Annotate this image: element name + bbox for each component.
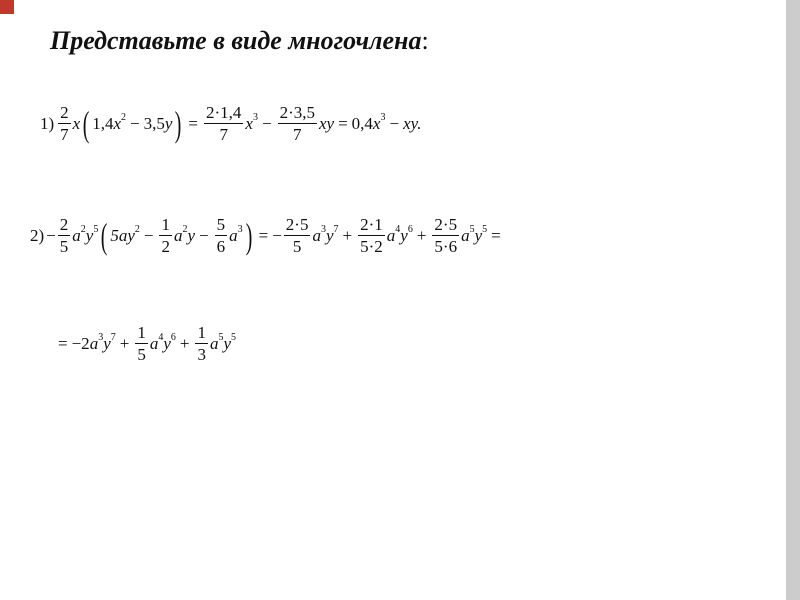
eq2-r2-a: a [386,226,396,245]
eq2-fraction-b-num: 1 [161,215,170,234]
eq2-open-paren: ( [101,215,108,256]
eq2-r2-y: y [400,226,408,245]
eq2-in1: 5ay [110,226,135,245]
eq3-f2-y-pow: 5 [231,331,237,343]
eq2-minus-4: − [272,226,282,245]
eq2-in2-a-pow: 2 [182,223,188,235]
eq2-r2-num: 2·1 [360,215,383,234]
eq1-minus: − [130,114,140,133]
eq2-r1-y-pow: 7 [333,223,339,235]
eq3-f2-a-pow: 5 [218,331,224,343]
slide-title-text: Представьте в виде многочлена [50,26,422,55]
eq3-fraction-2 [195,324,208,363]
eq1-fraction-b-num: 2·1,4 [206,103,242,122]
eq3-f1-den: 5 [137,345,146,364]
eq1-result-tail: xy. [403,114,422,133]
corner-accent-mark [0,0,14,14]
eq3-y-pow: 7 [110,331,116,343]
eq2-equals-end: = [491,226,501,245]
eq1-minus-3: − [389,114,400,133]
eq2-plus-2: + [416,226,427,245]
eq2-fraction-a-den: 5 [59,237,69,256]
eq1-term1-pow: 3 [252,111,258,123]
eq2-r3-a-pow: 5 [469,223,475,235]
eq2-result-frac-1 [284,216,311,255]
eq1-fraction-c [278,104,317,143]
eq2-a-pow: 2 [80,223,86,235]
eq3-plus-2: + [179,334,190,353]
eq1-fraction-c-num: 2·3,5 [279,103,315,122]
eq1-result-x: x [372,114,381,133]
eq3-coef: −2 [71,334,90,353]
eq1-inner-y: y [164,114,173,133]
eq2-r3-y-pow: 5 [482,223,488,235]
eq3-plus-1: + [119,334,130,353]
eq1-minus-2: − [261,114,272,133]
eq1-fraction-c-den: 7 [293,125,302,144]
eq2-fraction-c-num: 5 [216,215,226,234]
eq1-inner-x-pow: 2 [121,111,127,123]
eq2-in3-a: a [229,226,238,245]
eq3-f1-y-pow: 6 [170,331,176,343]
eq2-minus-3: − [199,226,209,245]
eq2-result-frac-3 [432,216,459,255]
eq1-fraction-b [204,104,243,143]
eq2-a: a [72,226,81,245]
eq2-r1-den: 5 [292,237,302,256]
equation-3 [54,324,236,363]
eq2-fraction-c [215,216,228,255]
eq1-equals-2: = [338,114,348,133]
right-decorative-bar [786,0,800,600]
eq2-in2-a: a [173,226,183,245]
eq1-x: x [72,114,81,133]
eq3-fraction-1 [135,324,148,363]
eq2-close-paren: ) [245,215,252,256]
eq3-f1-a: a [149,334,159,353]
eq2-y-pow: 5 [93,223,99,235]
eq1-fraction-a-num: 2 [60,103,69,122]
eq1-fraction-b-den: 7 [219,125,228,144]
eq1-open-paren: ( [82,103,90,144]
eq3-f2-den: 3 [197,345,206,364]
eq1-fraction-a [58,104,71,143]
eq3-y: y [103,334,111,353]
eq2-r1-a-pow: 3 [320,223,326,235]
eq3-f2-y: y [223,334,232,353]
eq2-equals: = [258,226,269,245]
eq2-fraction-a [58,216,71,255]
equation-1 [40,104,421,143]
eq3-f2-num: 1 [197,323,206,342]
eq2-fraction-c-den: 6 [216,237,226,256]
eq2-minus-2: − [143,226,154,245]
eq3-f1-num: 1 [137,323,146,342]
eq3-a-pow: 3 [98,331,104,343]
eq2-minus: − [46,226,56,245]
eq1-inner-x: x [113,114,122,133]
slide-title-colon: : [421,26,429,55]
equation-2 [30,216,505,255]
eq2-y: y [85,226,94,245]
eq1-equals: = [188,114,198,133]
eq2-label: 2) [30,226,45,245]
eq2-r3-num: 2·5 [434,215,458,234]
eq1-label: 1) [40,114,55,133]
eq2-fraction-b [159,216,172,255]
eq2-fraction-a-num: 2 [59,215,69,234]
eq1-inner-a: 1,4 [92,114,114,133]
eq3-a: a [89,334,99,353]
eq3-f1-a-pow: 4 [158,331,164,343]
eq2-r2-den: 5·2 [360,237,383,256]
eq1-term2-vars: xy [318,114,335,133]
eq2-in1-pow: 2 [134,223,140,235]
eq1-result-coef: 0,4 [351,114,373,133]
eq1-inner-b: 3,5 [143,114,165,133]
eq2-r1-a: a [312,226,321,245]
eq2-r1-y: y [325,226,334,245]
eq2-fraction-b-den: 2 [161,237,170,256]
eq1-result-x-pow: 3 [380,111,386,123]
eq2-plus-1: + [342,226,353,245]
eq3-f2-a: a [209,334,219,353]
eq3-equals: = [58,334,68,353]
eq2-r2-y-pow: 6 [407,223,413,235]
eq1-close-paren: ) [175,103,182,144]
eq2-r1-num: 2·5 [285,215,309,234]
eq2-r2-a-pow: 4 [395,223,401,235]
slide-title [50,26,429,56]
eq1-fraction-a-den: 7 [60,125,69,144]
eq3-f1-y: y [163,334,171,353]
eq2-r3-den: 5·6 [434,237,458,256]
eq1-term1-var: x [245,114,253,133]
eq2-r3-a: a [461,226,470,245]
eq2-result-frac-2 [358,216,385,255]
eq2-r3-y: y [474,226,483,245]
eq2-in2-y: y [187,226,195,245]
eq2-in3-a-pow: 3 [237,223,243,235]
